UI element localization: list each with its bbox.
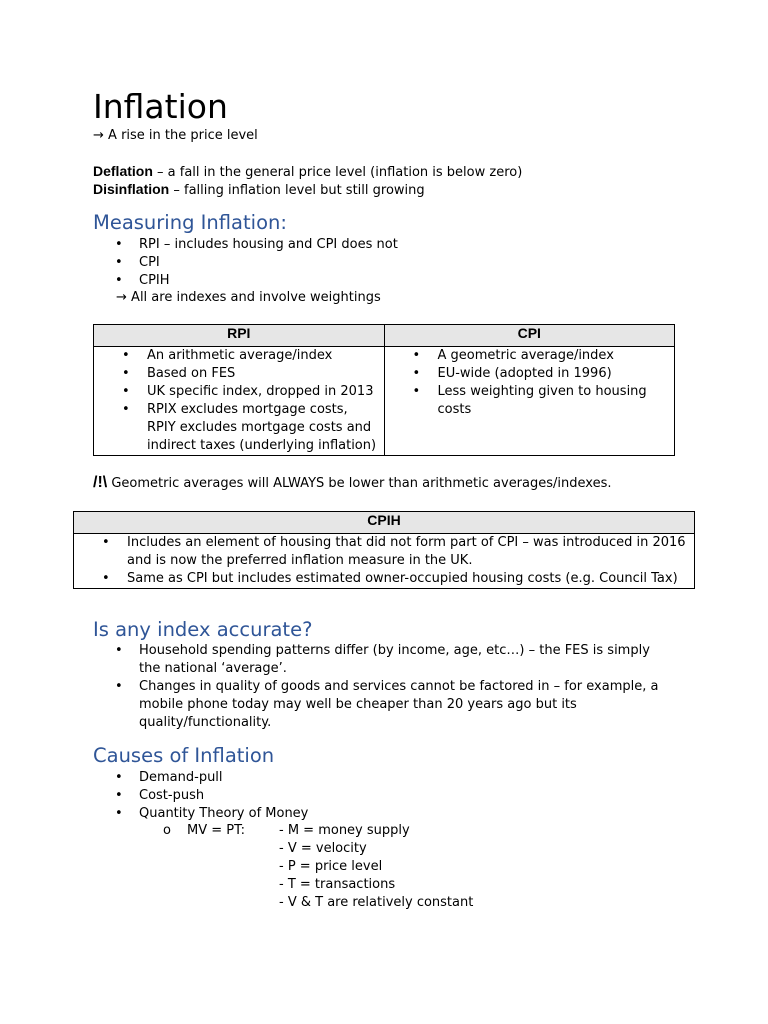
list-item: • Cost-push [115,788,205,803]
table-header-rpi: RPI [94,325,385,347]
term-label: Disinflation [93,181,170,197]
table-header-cpih: CPIH [74,512,695,534]
warning-icon: /!\ [93,474,108,491]
section-heading-causes: Causes of Inflation [93,744,275,767]
rpi-list [94,347,384,455]
definition-line: - T = transactions [279,877,396,892]
cpih-list [74,534,694,588]
equation-definitions [279,822,473,912]
rpi-cpi-table [93,324,675,456]
page-title: Inflation [93,87,228,126]
term-description: – falling inflation level but still growing [169,183,425,198]
list-item: • RPIX excludes mortgage costs, RPIY excludes mortgage costs and indirect taxes (underlying inflation) [122,402,377,453]
term-label: Deflation [93,163,153,179]
bullet-icon: • [115,679,123,694]
intro-definition: A rise in the price level [108,128,258,143]
warning-note [93,474,611,493]
measuring-list [115,236,715,290]
list-item: • CPI [115,255,160,270]
bullet-icon: • [115,237,123,252]
list-item: • Changes in quality of goods and services cannot be factored in – for example, a mobile phone today may well be cheaper than 20 years ago but its quality/functionality. [115,679,659,730]
list-item: • EU-wide (adopted in 1996) [412,366,612,381]
list-item: • Same as CPI but includes estimated owner-occupied housing costs (e.g. Council Tax) [102,571,678,586]
arrow-icon: → [93,128,104,143]
warning-text: Geometric averages will ALWAYS be lower than arithmetic averages/indexes. [107,476,612,491]
section-heading-measuring: Measuring Inflation: [93,211,287,234]
accuracy-list [115,642,660,732]
list-item: • UK specific index, dropped in 2013 [122,384,374,399]
list-item: • Quantity Theory of Money [115,806,309,821]
cpi-cell [384,347,675,456]
cpih-cell [74,534,695,589]
definition-line: - V & T are relatively constant [279,895,474,910]
table-header-cpi: CPI [384,325,675,347]
bullet-icon: • [115,770,123,785]
bullet-icon: • [115,806,123,821]
sub-bullet-marker: o [163,823,171,838]
list-item: • Includes an element of housing that did not form part of CPI – was introduced in 2016 and is now the preferred inflation measure in the UK. [102,535,686,568]
term-disinflation [93,180,425,200]
list-item: • Household spending patterns differ (by income, age, etc…) – the FES is simply the national ‘average’. [115,643,650,676]
list-item: • A geometric average/index [412,348,614,363]
bullet-icon: • [115,643,123,658]
list-item: • Based on FES [122,366,236,381]
list-item: • An arithmetic average/index [122,348,333,363]
list-item: • CPIH [115,273,170,288]
cpih-table [73,511,695,589]
definition-line: - P = price level [279,859,383,874]
bullet-icon: • [115,273,123,288]
measuring-note: → All are indexes and involve weightings [116,290,381,305]
list-item: • Demand-pull [115,770,223,785]
causes-list [115,769,615,823]
list-item: • Less weighting given to housing costs [412,384,647,417]
intro-line [93,127,258,145]
term-deflation [93,162,522,182]
term-description: – a fall in the general price level (inflation is below zero) [152,165,523,180]
definition-line: - V = velocity [279,841,367,856]
cpi-list [385,347,675,419]
list-item: • RPI – includes housing and CPI does not [115,237,398,252]
rpi-cell [94,347,385,456]
bullet-icon: • [115,255,123,270]
definition-line: - M = money supply [279,823,410,838]
bullet-icon: • [115,788,123,803]
equation: MV = PT: [187,823,245,838]
section-heading-accuracy: Is any index accurate? [93,618,313,641]
arrow-icon: → [116,290,127,305]
